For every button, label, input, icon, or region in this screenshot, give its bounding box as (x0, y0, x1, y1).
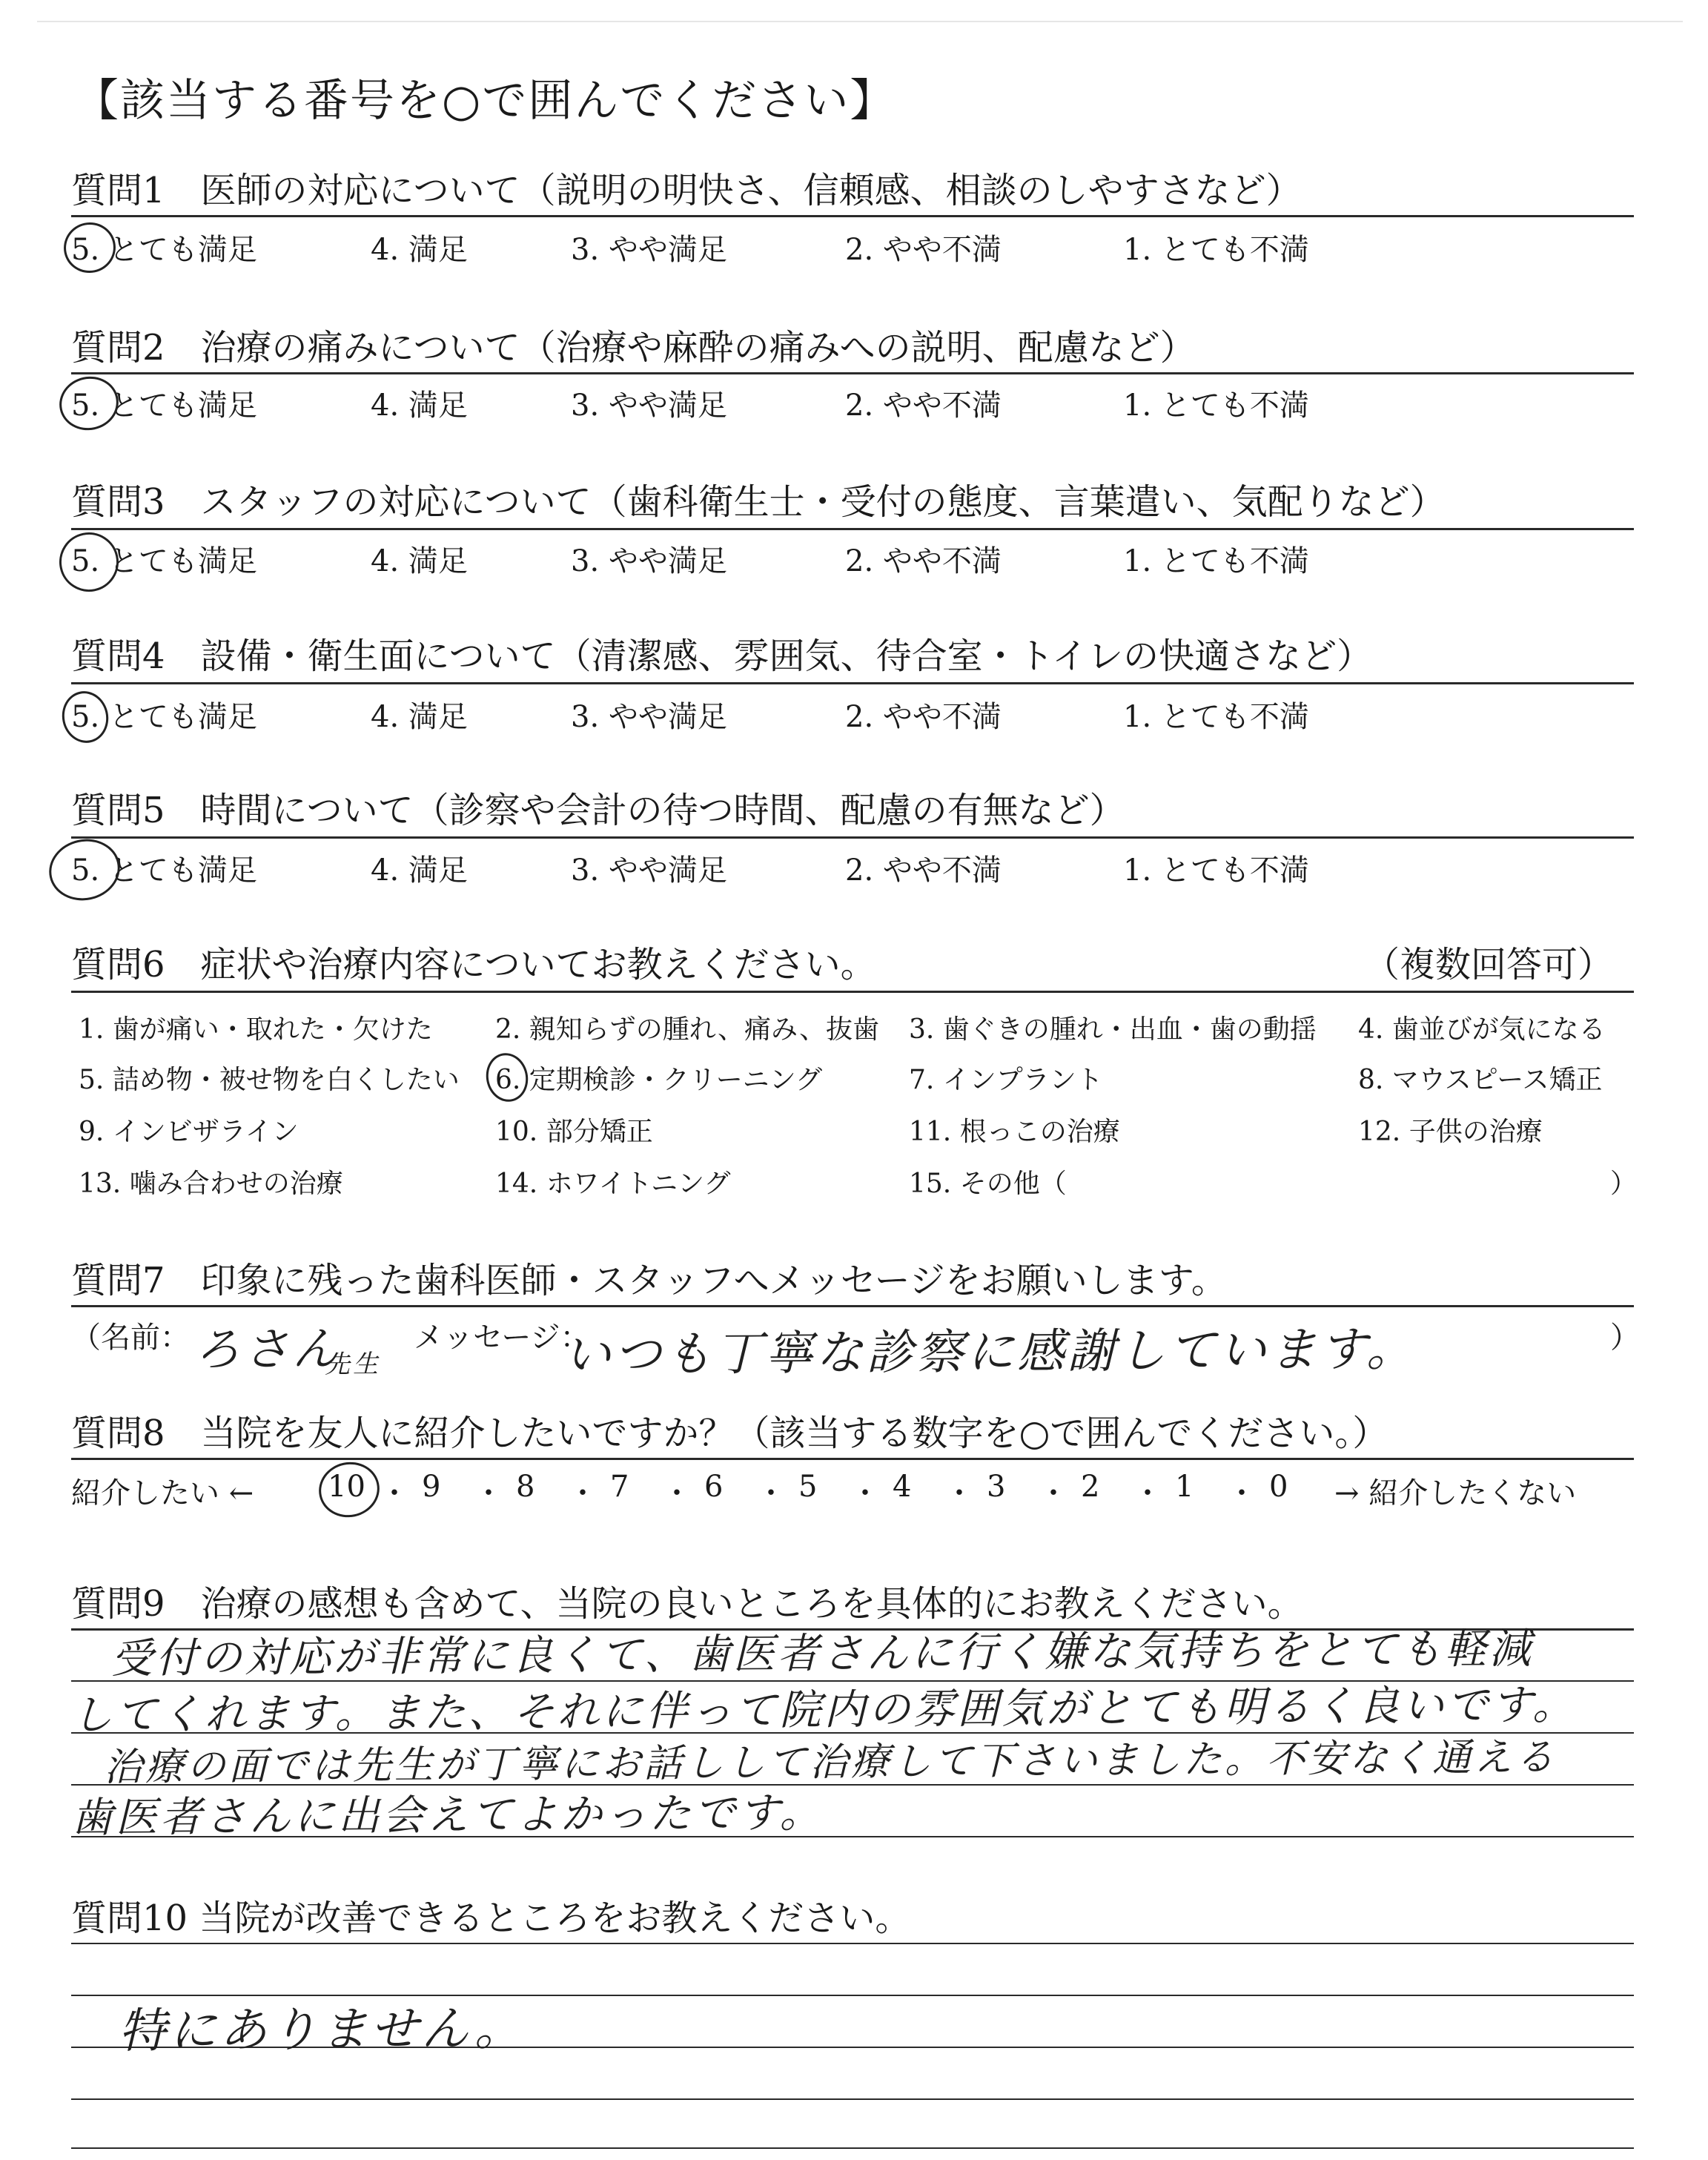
q1-option-2[interactable]: 2. やや不満 (845, 233, 1002, 267)
q8-scale-number-2[interactable]: 2 (1081, 1470, 1100, 1504)
q6-item-11[interactable]: 11. 根っこの治療 (909, 1117, 1120, 1147)
question-9-title: 質問9 治療の感想も含めて、当院の良いところを具体的にお教えください。 (71, 1583, 1303, 1625)
q8-scale-separator: ・ (380, 1476, 409, 1510)
q6-item-15[interactable]: 15. その他（ (909, 1169, 1067, 1199)
q8-scale-number-5[interactable]: 5 (798, 1470, 818, 1504)
q4-option-2[interactable]: 2. やや不満 (845, 700, 1002, 734)
question-2-title: 質問2 治療の痛みについて（治療や麻酔の痛みへの説明、配慮など） (71, 327, 1196, 369)
question-10-rule-4 (71, 2098, 1634, 2100)
question-10-rule-1 (71, 1943, 1634, 1944)
q4-option-5[interactable]: 5. とても満足 (71, 700, 257, 734)
question-6-rule (71, 991, 1634, 993)
q1-option-5[interactable]: 5. とても満足 (71, 233, 257, 267)
q8-right-label: → 紹介したくない (1334, 1476, 1577, 1510)
q8-scale-number-6[interactable]: 6 (704, 1470, 724, 1504)
q6-item-13[interactable]: 13. 噛み合わせの治療 (79, 1169, 343, 1199)
q7-close-paren: ） (1610, 1321, 1640, 1355)
q8-scale-separator: ・ (1039, 1476, 1068, 1510)
q6-item-15-close: ） (1610, 1169, 1638, 1199)
question-8-rule (71, 1458, 1634, 1460)
q9-answer-line-4: 歯医者さんに出会えてよかったです。 (70, 1789, 824, 1843)
q6-item-12[interactable]: 12. 子供の治療 (1358, 1117, 1543, 1147)
q2-option-2[interactable]: 2. やや不満 (845, 389, 1002, 423)
q5-option-5[interactable]: 5. とても満足 (71, 853, 257, 888)
question-8-title: 質問8 当院を友人に紹介したいですか？（該当する数字を○で囲んでください。） (71, 1413, 1388, 1454)
question-3-rule (71, 528, 1634, 530)
q8-scale-number-8[interactable]: 8 (516, 1470, 535, 1504)
question-10-rule-5 (71, 2147, 1634, 2149)
q1-option-4[interactable]: 4. 満足 (371, 233, 468, 267)
q8-left-label: 紹介したい ← (71, 1476, 254, 1510)
q2-option-1[interactable]: 1. とても不満 (1123, 389, 1309, 423)
q7-name-label: （名前： (71, 1321, 190, 1355)
question-5-title: 質問5 時間について（診察や会計の待つ時間、配慮の有無など） (71, 790, 1125, 831)
q3-option-1[interactable]: 1. とても不満 (1123, 544, 1309, 578)
q8-scale-number-1[interactable]: 1 (1175, 1470, 1194, 1504)
form-instruction-title: 【該当する番号を○で囲んでください】 (74, 75, 896, 127)
q5-option-4[interactable]: 4. 満足 (371, 853, 468, 888)
q2-option-4[interactable]: 4. 満足 (371, 389, 468, 423)
question-4-rule (71, 682, 1634, 684)
question-5-rule (71, 836, 1634, 839)
q2-option-5[interactable]: 5. とても満足 (71, 389, 257, 423)
q9-answer-line-2: してくれます。また、それに伴って院内の雰囲気がとても明るく良いです。 (70, 1680, 1578, 1740)
q2-selection-circle (54, 371, 123, 435)
q9-answer-line-3: 治療の面では先生が丁寧にお話しして治療して下さいました。不安なく通える (103, 1735, 1558, 1790)
q6-item-1[interactable]: 1. 歯が痛い・取れた・欠けた (79, 1014, 433, 1045)
q6-item-2[interactable]: 2. 親知らずの腫れ、痛み、抜歯 (495, 1014, 880, 1045)
q7-message-label: メッセージ： (414, 1321, 590, 1355)
question-1-rule (71, 215, 1634, 217)
q6-item-5[interactable]: 5. 詰め物・被せ物を白くしたい (79, 1065, 460, 1095)
question-7-rule (71, 1305, 1634, 1307)
q1-option-3[interactable]: 3. やや満足 (571, 233, 727, 267)
q2-option-3[interactable]: 3. やや満足 (571, 389, 727, 423)
q6-item-9[interactable]: 9. インビザライン (79, 1117, 299, 1147)
q8-scale-separator: ・ (474, 1476, 503, 1510)
question-10-title: 質問10 当院が改善できるところをお教えください。 (71, 1898, 911, 1939)
q3-option-3[interactable]: 3. やや満足 (571, 544, 727, 578)
q8-scale-separator: ・ (1133, 1476, 1162, 1510)
q8-scale-separator: ・ (1227, 1476, 1257, 1510)
question-2-rule (71, 372, 1634, 374)
q6-item-6[interactable]: 6. 定期検診・クリーニング (495, 1065, 823, 1095)
q8-scale-number-0[interactable]: 0 (1269, 1470, 1288, 1504)
top-border (37, 21, 1683, 22)
q8-scale-number-4[interactable]: 4 (893, 1470, 912, 1504)
q8-scale-number-3[interactable]: 3 (987, 1470, 1006, 1504)
q7-message-handwritten: いつも丁寧な診察に感謝しています。 (563, 1321, 1417, 1384)
q7-name-suffix-handwritten: 先生 (324, 1349, 382, 1380)
q8-scale-separator: ・ (944, 1476, 974, 1510)
q8-scale-separator: ・ (662, 1476, 692, 1510)
question-6-title: 質問6 症状や治療内容についてお教えください。 (71, 944, 876, 985)
q10-answer-handwritten: 特にありません。 (118, 2001, 526, 2059)
q5-option-3[interactable]: 3. やや満足 (571, 853, 727, 888)
q4-option-1[interactable]: 1. とても不満 (1123, 700, 1309, 734)
q1-option-1[interactable]: 1. とても不満 (1123, 233, 1309, 267)
q3-option-2[interactable]: 2. やや不満 (845, 544, 1002, 578)
question-4-title: 質問4 設備・衛生面について（清潔感、雰囲気、待合室・トイレの快適さなど） (71, 635, 1373, 677)
question-3-title: 質問3 スタッフの対応について（歯科衛生士・受付の態度、言葉遣い、気配りなど） (71, 481, 1446, 523)
q8-scale-separator: ・ (756, 1476, 786, 1510)
q6-item-14[interactable]: 14. ホワイトニング (495, 1169, 731, 1199)
q6-item-10[interactable]: 10. 部分矯正 (495, 1117, 653, 1147)
q6-selection-circle (482, 1049, 532, 1106)
q8-scale-separator: ・ (568, 1476, 598, 1510)
q8-scale-number-9[interactable]: 9 (422, 1470, 441, 1504)
q8-scale-number-7[interactable]: 7 (610, 1470, 629, 1504)
q6-item-3[interactable]: 3. 歯ぐきの腫れ・出血・歯の動揺 (909, 1014, 1317, 1045)
q8-selection-circle (314, 1456, 385, 1522)
question-6-note: （複数回答可） (1364, 944, 1614, 985)
q6-item-8[interactable]: 8. マウスピース矯正 (1358, 1065, 1603, 1095)
q5-option-2[interactable]: 2. やや不満 (845, 853, 1002, 888)
q4-option-3[interactable]: 3. やや満足 (571, 700, 727, 734)
q6-item-4[interactable]: 4. 歯並びが気になる (1358, 1014, 1606, 1045)
q7-name-handwritten: ろさん (193, 1321, 342, 1377)
question-7-title: 質問7 印象に残った歯科医師・スタッフへメッセージをお願いします。 (71, 1260, 1227, 1301)
q6-item-7[interactable]: 7. インプラント (909, 1065, 1103, 1095)
q3-option-5[interactable]: 5. とても満足 (71, 544, 257, 578)
q3-option-4[interactable]: 4. 満足 (371, 544, 468, 578)
q4-option-4[interactable]: 4. 満足 (371, 700, 468, 734)
q8-scale-separator: ・ (850, 1476, 880, 1510)
question-1-title: 質問1 医師の対応について（説明の明快さ、信頼感、相談のしやすさなど） (71, 170, 1302, 211)
q9-answer-line-1: 受付の対応が非常に良くて、歯医者さんに行く嫌な気持ちをとても軽減 (110, 1625, 1535, 1683)
q8-scale-number-10[interactable]: 10 (328, 1470, 365, 1504)
q5-option-1[interactable]: 1. とても不満 (1123, 853, 1309, 888)
q5-selection-circle (44, 833, 126, 907)
